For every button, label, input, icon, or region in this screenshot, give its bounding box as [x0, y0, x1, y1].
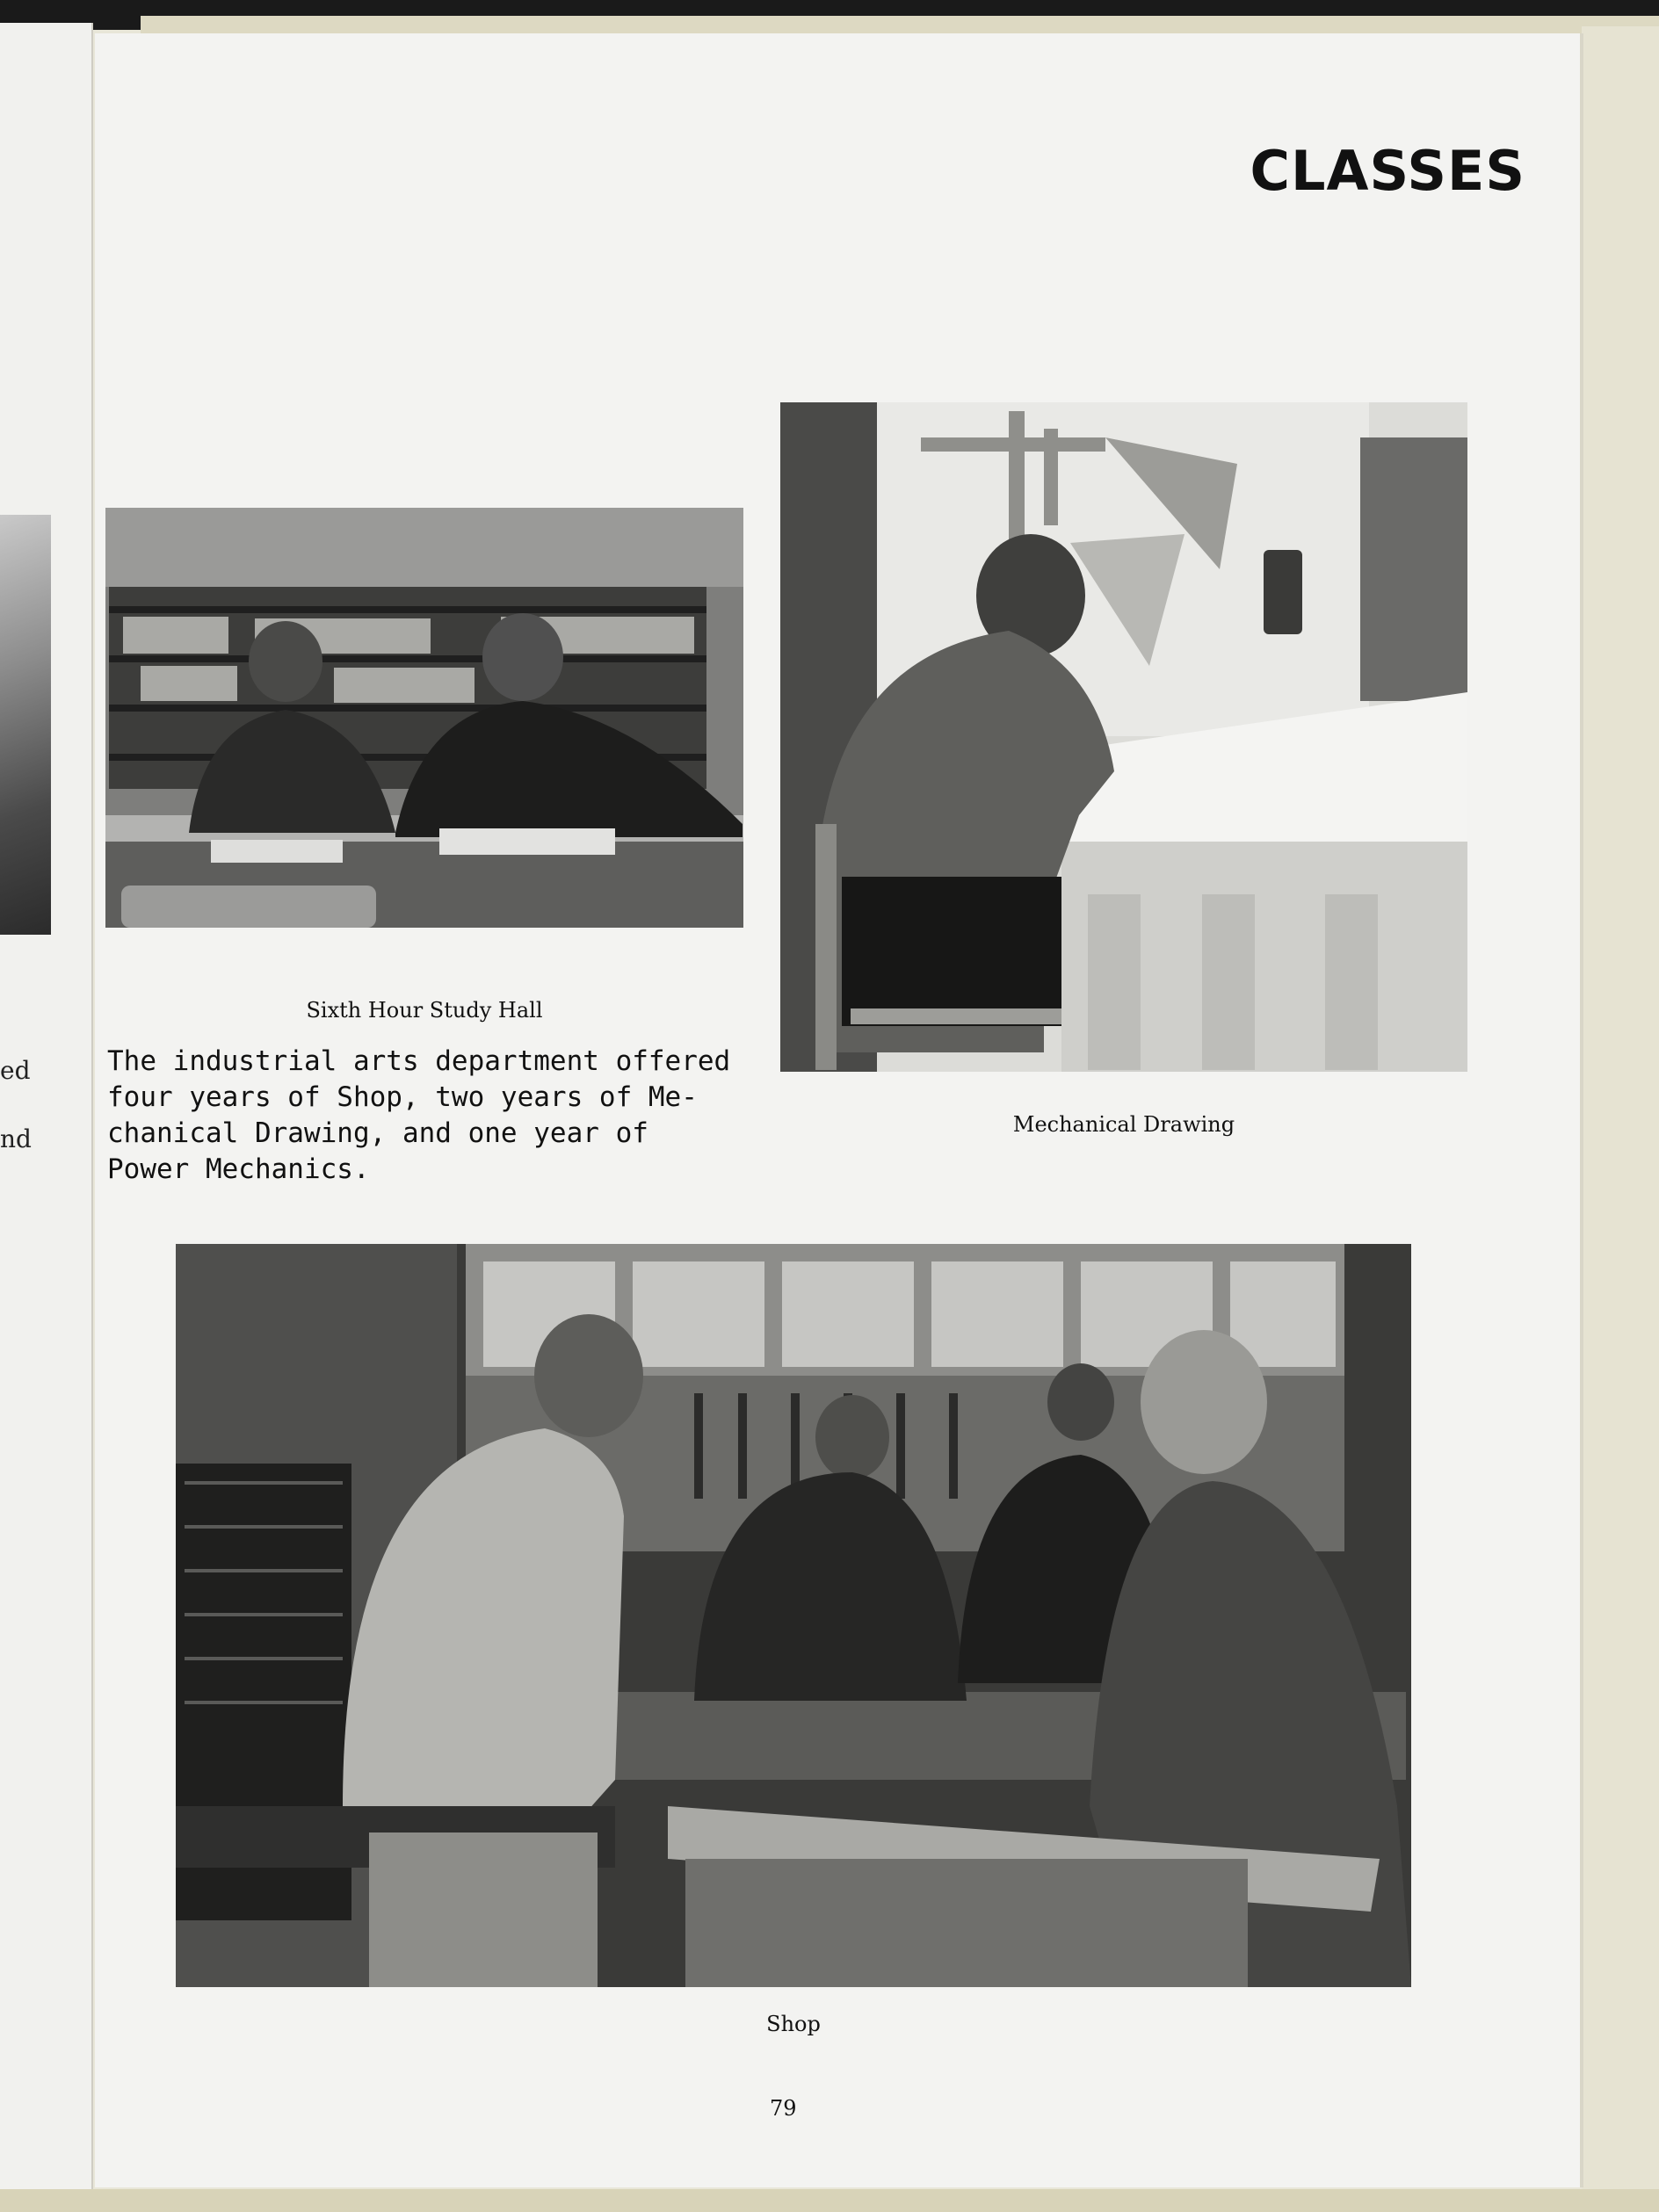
left-page [0, 23, 93, 2193]
study-hall-photo [105, 508, 743, 928]
mechanical-drawing-photo [780, 402, 1467, 1072]
shop-photo [176, 1244, 1411, 1987]
body-text [107, 1044, 740, 1188]
body-line: Power Mechanics. [107, 1153, 370, 1185]
body-line: chanical Drawing, and one year of [107, 1117, 648, 1149]
body-line: four years of Shop, two years of Me- [107, 1081, 698, 1113]
page-edge [141, 16, 1659, 35]
page-title: CLASSES [1250, 139, 1525, 203]
page-bottom-edge [0, 2189, 1659, 2212]
left-page-photo [0, 515, 51, 935]
book-cover-edge [1582, 26, 1659, 2196]
body-line: The industrial arts department offered [107, 1045, 731, 1077]
left-page-fragment: nd [0, 1124, 32, 1153]
yearbook-page [95, 33, 1580, 2187]
photo-caption: Shop [766, 2012, 821, 2036]
photo-caption: Mechanical Drawing [1012, 1112, 1235, 1137]
photo-caption: Sixth Hour Study Hall [306, 998, 543, 1023]
left-page-fragment: ed [0, 1056, 31, 1085]
page-number: 79 [770, 2096, 797, 2121]
